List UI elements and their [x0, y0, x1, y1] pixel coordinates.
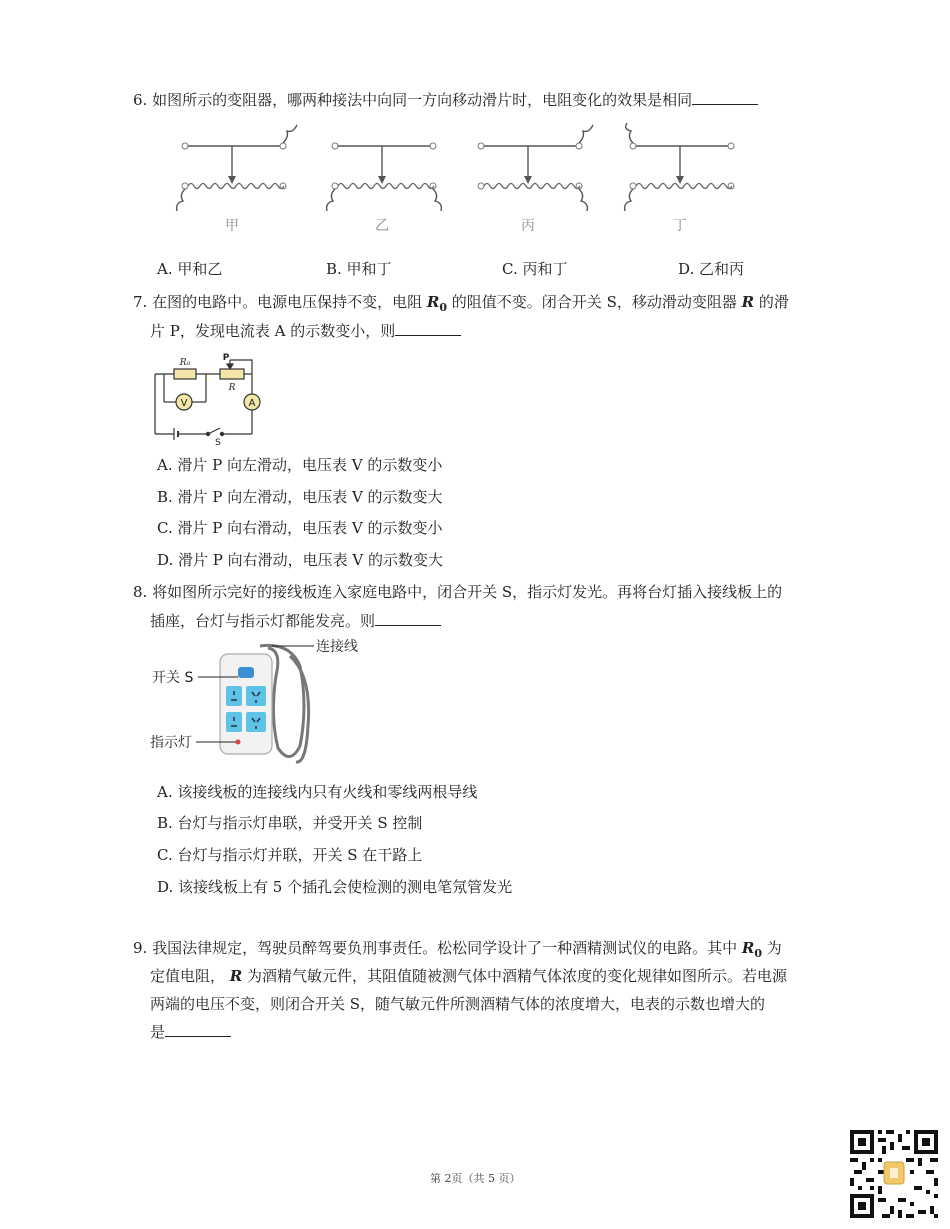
- q9-number: 9.: [133, 939, 148, 957]
- q8-number: 8.: [133, 583, 148, 601]
- qr-code-icon: [848, 1128, 940, 1220]
- switch-label: 开关 S: [152, 670, 194, 686]
- q8-stem-line2: [150, 607, 441, 635]
- q8-text-line1: 将如图所示完好的接线板连入家庭电路中，闭合开关 S，指示灯发光。再将台灯插入接线板上的: [152, 583, 783, 601]
- q6-option-b[interactable]: B. 甲和丁: [326, 260, 392, 278]
- rheostat-figure-ding: [625, 123, 734, 234]
- q7-stem-line2: [150, 317, 461, 345]
- q7-option-b[interactable]: B. 滑片 P 向左滑动，电压表 V 的示数变大: [157, 488, 443, 506]
- ammeter-label: A: [248, 398, 256, 409]
- rheostat-r-label: R: [228, 383, 236, 393]
- q8-option-c[interactable]: C. 台灯与指示灯并联，开关 S 在干路上: [157, 846, 423, 864]
- rheostat-r: [220, 369, 244, 379]
- cable-label: 连接线: [316, 639, 358, 655]
- q6-number: 6.: [133, 91, 148, 109]
- indicator-label: 指示灯: [150, 735, 192, 751]
- q6-stem: [133, 86, 758, 114]
- q8-option-b[interactable]: B. 台灯与指示灯串联，并受开关 S 控制: [157, 814, 423, 832]
- q8-answer-blank[interactable]: [375, 611, 441, 626]
- q8-stem-line1: [133, 578, 782, 606]
- switch-s-label: S: [215, 438, 221, 448]
- figure-label-ding: 丁: [673, 218, 687, 234]
- q7-option-c[interactable]: C. 滑片 P 向右滑动，电压表 V 的示数变小: [157, 519, 443, 537]
- rheostat-figure-jia: [177, 125, 297, 234]
- q7-r-symbol: R: [741, 293, 755, 311]
- q6-option-d[interactable]: D. 乙和丙: [678, 260, 745, 278]
- q8-text-line2: 插座，台灯与指示灯都能发亮。则: [150, 612, 376, 630]
- q7-option-d[interactable]: D. 滑片 P 向右滑动，电压表 V 的示数变大: [157, 551, 444, 569]
- slider-p-label: P: [222, 353, 230, 363]
- q9-r0-symbol: $R_0$: [741, 939, 763, 960]
- indicator-light-icon: [236, 740, 241, 745]
- q8-option-d[interactable]: D. 该接线板上有 5 个插孔会使检测的测电笔氖管发光: [157, 878, 513, 896]
- q9-text-line2-part1: 定值电阻，: [150, 967, 226, 985]
- rheostat-figure-bing: [478, 125, 593, 234]
- voltmeter-label: V: [180, 398, 188, 409]
- q6-answer-blank[interactable]: [692, 90, 758, 105]
- q6-rheostat-figures: [160, 122, 780, 242]
- figure-label-bing: 丙: [521, 218, 535, 234]
- q8-option-a[interactable]: A. 该接线板的连接线内只有火线和零线两根导线: [157, 783, 478, 801]
- rheostat-figure-yi: [327, 143, 442, 234]
- q6-option-a[interactable]: A. 甲和乙: [157, 260, 223, 278]
- q7-answer-blank[interactable]: [395, 321, 461, 336]
- q6-text: 如图所示的变阻器，哪两种接法中向同一方向移动滑片时，电阻变化的效果是相同: [152, 91, 693, 109]
- figure-label-jia: 甲: [225, 218, 239, 234]
- q7-text-line2: 片 P，发现电流表 A 的示数变小，则: [150, 322, 396, 340]
- r0-label: R₀: [179, 358, 191, 368]
- q9-stem-line2: [150, 962, 787, 990]
- r0-resistor: [174, 369, 196, 379]
- q9-answer-blank[interactable]: [165, 1022, 231, 1037]
- q7-text-part3: 的滑: [758, 293, 789, 311]
- q9-text-line4: 是: [150, 1023, 166, 1041]
- q7-option-a[interactable]: A. 滑片 P 向左滑动，电压表 V 的示数变小: [157, 456, 443, 474]
- q9-stem-line4: [150, 1018, 231, 1046]
- q7-r0-symbol: $R_0$: [426, 293, 448, 314]
- q7-text-part2: 的阻值不变。闭合开关 S，移动滑动变阻器: [451, 293, 737, 311]
- q9-r-symbol: R: [229, 967, 243, 985]
- switch-s-icon: [238, 667, 254, 678]
- q7-text-part1: 在图的电路中。电源电压保持不变，电阻: [152, 293, 423, 311]
- q8-power-strip-figure: [150, 636, 370, 771]
- q7-number: 7.: [133, 293, 148, 311]
- q9-text-line1-part1: 我国法律规定，驾驶员醉驾要负刑事责任。松松同学设计了一种酒精测试仪的电路。其中: [152, 939, 738, 957]
- q6-option-c[interactable]: C. 丙和丁: [502, 260, 568, 278]
- q9-stem-line3: 两端的电压不变，则闭合开关 S，随气敏元件所测酒精气体的浓度增大，电表的示数也增大的: [150, 995, 766, 1013]
- q9-text-line1-part2: 为: [766, 939, 782, 957]
- page-footer: 第 2页（共 5 页）: [430, 1172, 521, 1185]
- q9-text-line2-part2: 为酒精气敏元件，其阻值随被测气体中酒精气体浓度的变化规律如图所示。若电源: [247, 967, 788, 985]
- figure-label-yi: 乙: [375, 218, 389, 234]
- q7-circuit-diagram: [150, 350, 270, 446]
